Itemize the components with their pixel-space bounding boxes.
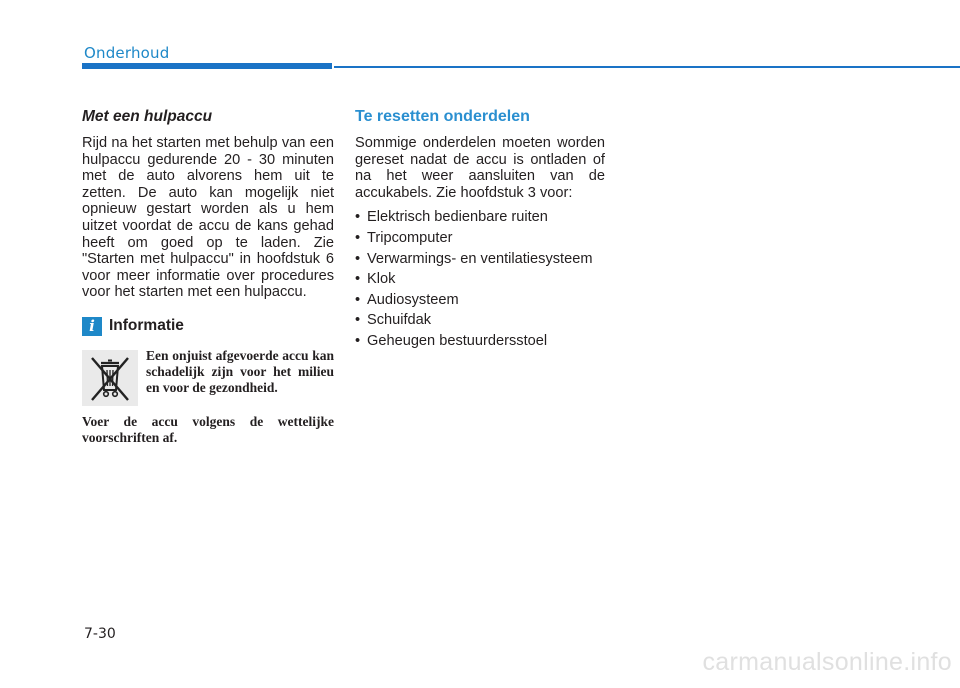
info-label: Informatie bbox=[109, 317, 184, 335]
info-block bbox=[82, 347, 334, 406]
info-side-text: Een onjuist afgevoerde accu kan schadelijk zijn voor het milieu en voor de gezondheid. bbox=[146, 347, 334, 395]
header-rule-thick bbox=[82, 63, 332, 69]
list-item: • Tripcomputer bbox=[355, 229, 453, 246]
paragraph-reset: Sommige onderdelen moeten worden gereset nadat de accu is ontladen of na het weer aansluiten van de accukabels. Zie hoofdstuk 3 voor: bbox=[355, 135, 605, 201]
right-column bbox=[355, 108, 605, 354]
list-item: • Audiosysteem bbox=[355, 291, 459, 308]
list-item: • Geheugen bestuurdersstoel bbox=[355, 332, 548, 349]
paragraph-jump-start: Rijd na het starten met behulp van een hulpaccu gedurende 20 - 30 minuten met de auto alvorens hem uit te zetten. De auto kan mogelijk niet opnieuw gestart worden als u hem uitzet voordat de accu de kans gehad heeft om goed op te laden. Zie "Starten met hulpaccu" in hoofdstuk 6 voor meer informatie over procedures voor het starten met een hulpaccu. bbox=[82, 135, 334, 301]
bullet-icon: • bbox=[355, 229, 361, 246]
crossed-bin-icon bbox=[82, 350, 138, 406]
reset-items-list bbox=[355, 209, 605, 349]
bullet-icon: • bbox=[355, 209, 361, 226]
section-heading: Te resetten onderdelen bbox=[355, 108, 530, 125]
list-item: • Schuifdak bbox=[355, 312, 432, 329]
bullet-icon: • bbox=[355, 291, 361, 308]
watermark: carmanualsonline.info bbox=[702, 648, 952, 676]
info-bottom-text: Voer de accu volgens de wettelijke voorschriften af. bbox=[82, 413, 334, 445]
bullet-icon: • bbox=[355, 312, 361, 329]
info-icon: i bbox=[82, 317, 102, 336]
header-rule-thin bbox=[334, 66, 960, 68]
list-item: • Elektrisch bedienbare ruiten bbox=[355, 209, 548, 226]
subheading: Met een hulpaccu bbox=[82, 108, 213, 125]
info-header bbox=[82, 317, 334, 336]
list-item: • Verwarmings- en ventilatiesysteem bbox=[355, 250, 593, 267]
section-title: Onderhoud bbox=[84, 44, 170, 62]
page-number: 7-30 bbox=[84, 626, 116, 642]
bullet-icon: • bbox=[355, 271, 361, 288]
list-item: • Klok bbox=[355, 271, 396, 288]
bullet-icon: • bbox=[355, 250, 361, 267]
bullet-icon: • bbox=[355, 332, 361, 349]
left-column bbox=[82, 108, 334, 446]
